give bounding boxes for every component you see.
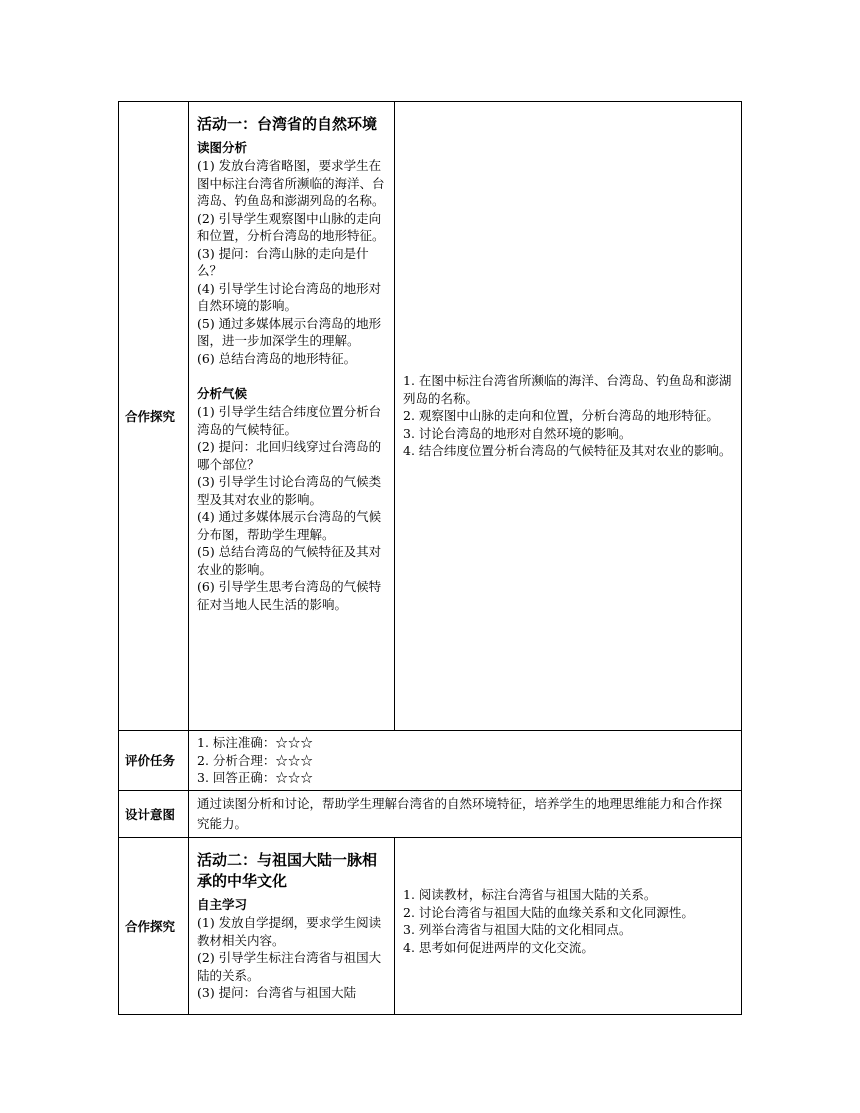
activity1-title: 活动一：台湾省的自然环境 bbox=[197, 115, 378, 133]
activity2-row bbox=[119, 838, 742, 1015]
task-item: 3. 讨论台湾岛的地形对自然环境的影响。 bbox=[403, 425, 632, 441]
design-row bbox=[119, 791, 742, 838]
activity1-label: 合作探究 bbox=[119, 102, 189, 731]
list-item: (1) 发放自学提纲，要求学生阅读教材相关内容。 bbox=[197, 915, 382, 948]
section-self-study-title: 自主学习 bbox=[197, 897, 248, 912]
task-item: 1. 在图中标注台湾省所濒临的海洋、台湾岛、钓鱼岛和澎湖列岛的名称。 bbox=[403, 373, 732, 406]
list-item: (5) 总结台湾岛的气候特征及其对农业的影响。 bbox=[197, 544, 382, 577]
section-climate-title: 分析气候 bbox=[197, 386, 248, 401]
list-item: (3) 提问：台湾山脉的走向是什么？ bbox=[197, 245, 369, 278]
list-item: (1) 引导学生结合纬度位置分析台湾岛的气候特征。 bbox=[197, 404, 382, 437]
evaluation-item: 2. 分析合理：☆☆☆ bbox=[197, 752, 313, 768]
evaluation-item: 1. 标注准确：☆☆☆ bbox=[197, 735, 313, 750]
list-item: (6) 引导学生思考台湾岛的气候特征对当地人民生活的影响。 bbox=[197, 579, 382, 612]
task-item: 1. 阅读教材，标注台湾省与祖国大陆的关系。 bbox=[403, 887, 657, 902]
evaluation-row bbox=[119, 731, 742, 791]
lesson-plan-table bbox=[118, 101, 742, 1015]
list-item: (2) 提问：北回归线穿过台湾岛的哪个部位？ bbox=[197, 439, 382, 472]
activity2-title: 活动二：与祖国大陆一脉相承的中华文化 bbox=[197, 851, 378, 890]
design-text: 通过读图分析和讨论，帮助学生理解台湾省的自然环境特征，培养学生的地理思维能力和合作探究能力。 bbox=[189, 791, 742, 838]
task-item: 4. 思考如何促进两岸的文化交流。 bbox=[403, 939, 594, 955]
activity1-tasks bbox=[395, 102, 742, 731]
design-label: 设计意图 bbox=[119, 791, 189, 838]
activity1-content bbox=[189, 102, 395, 731]
list-item: (5) 通过多媒体展示台湾岛的地形图，进一步加深学生的理解。 bbox=[197, 315, 382, 348]
section-read-map-title: 读图分析 bbox=[197, 140, 248, 155]
activity2-label: 合作探究 bbox=[119, 838, 189, 1015]
task-item: 2. 观察图中山脉的走向和位置，分析台湾岛的地形特征。 bbox=[403, 408, 719, 424]
list-item: (4) 通过多媒体展示台湾岛的气候分布图，帮助学生理解。 bbox=[197, 509, 382, 542]
task-item: 2. 讨论台湾省与祖国大陆的血缘关系和文化同源性。 bbox=[403, 904, 694, 920]
list-item: (3) 提问：台湾省与祖国大陆 bbox=[197, 985, 357, 1000]
list-item: (1) 发放台湾省略图，要求学生在图中标注台湾省所濒临的海洋、台湾岛、钓鱼岛和澎湖列岛的名称。 bbox=[197, 158, 385, 208]
list-item: (2) 引导学生标注台湾省与祖国大陆的关系。 bbox=[197, 950, 382, 983]
evaluation-label: 评价任务 bbox=[119, 731, 189, 791]
activity1-row bbox=[119, 102, 742, 731]
evaluation-item: 3. 回答正确：☆☆☆ bbox=[197, 770, 313, 785]
task-item: 4. 结合纬度位置分析台湾岛的气候特征及其对农业的影响。 bbox=[403, 443, 732, 459]
list-item: (4) 引导学生讨论台湾岛的地形对自然环境的影响。 bbox=[197, 280, 382, 313]
list-item: (2) 引导学生观察图中山脉的走向和位置，分析台湾岛的地形特征。 bbox=[197, 210, 385, 243]
task-item: 3. 列举台湾省与祖国大陆的文化相同点。 bbox=[403, 922, 632, 937]
evaluation-content bbox=[189, 731, 742, 791]
list-item: (6) 总结台湾岛的地形特征。 bbox=[197, 350, 357, 366]
activity2-tasks bbox=[395, 838, 742, 1015]
list-item: (3) 引导学生讨论台湾岛的气候类型及其对农业的影响。 bbox=[197, 474, 382, 507]
activity2-content bbox=[189, 838, 395, 1015]
